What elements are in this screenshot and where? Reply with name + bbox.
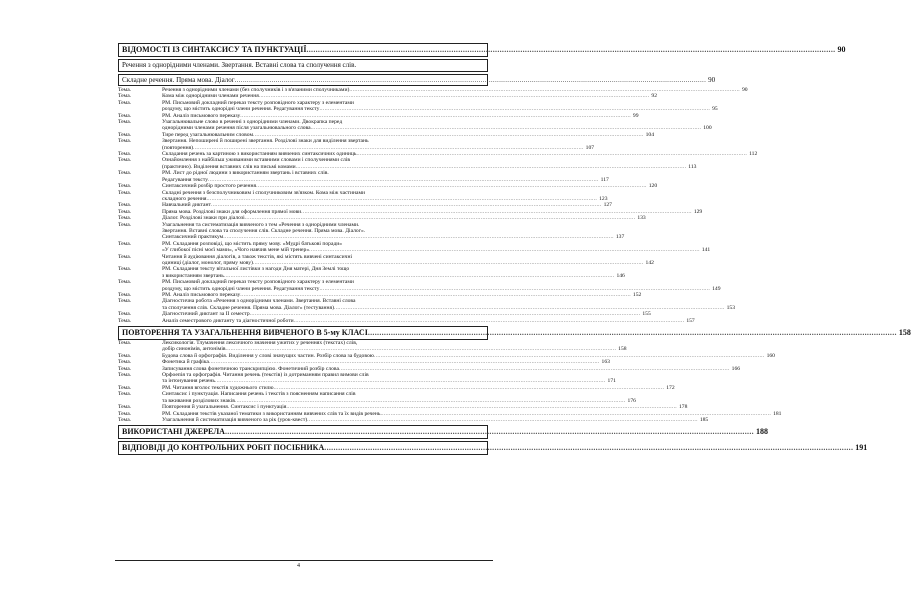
entry-label: Тема.: [118, 170, 132, 177]
entry-page: 127: [603, 202, 612, 209]
leader-dots: [309, 247, 700, 253]
entry-page: 123: [599, 195, 608, 202]
entry-page: 107: [585, 144, 595, 151]
entry-title: Ознайомлення з найбільш уживаними вставними словами і сполученнями слів: [162, 157, 350, 164]
entry-page: 166: [731, 365, 741, 372]
entry-title: Звертання. Вставні слова та сполучення слів. Складне речення. Пряма мова. Діалог».: [162, 227, 366, 234]
entry-title: Кома між однорідними членами речення: [162, 93, 259, 100]
leader-dots: [307, 417, 698, 423]
entry-label: Тема.: [118, 359, 132, 366]
leader-dots: [296, 164, 687, 170]
entry-title: Складання речень за картиною з використанням вивчених синтаксичних одиниць: [162, 151, 357, 158]
entry-label: Тема.: [118, 99, 132, 106]
entry-title: Редагування тексту: [162, 176, 209, 183]
entry-title: Складні речення з безсполучниковим і сполучниковим зв'язком. Кома між частинами: [162, 189, 365, 196]
entry-title: та сполучення слів. Складне речення. Пряма мова. Діалог» (тестування): [162, 304, 334, 311]
entry-title: РМ. Аналіз письмового переказу: [162, 112, 241, 119]
entry-label: Тема.: [118, 240, 132, 247]
entry-title: Повторення й узагальнення. Синтаксис і пунктуація: [162, 404, 287, 411]
entry-page: 95: [712, 106, 718, 113]
entry-label: Тема.: [118, 189, 132, 196]
entry-title: Аналіз семестрового диктанту та діагностичної роботи: [162, 317, 294, 324]
section-page: 188: [755, 427, 768, 437]
entry-label: Тема.: [118, 215, 132, 222]
entry-title: Діагностична робота «Речення з однорідними членами. Звертання. Вставні слова: [162, 298, 356, 305]
subsection-title: Складне речення. Пряма мова. Діалог: [122, 75, 235, 84]
entry-title: Тире перед узагальнювальним словом: [162, 131, 253, 138]
page-number: 4: [297, 563, 300, 569]
entry-label: Тема.: [118, 292, 132, 298]
table-of-contents: [118, 41, 911, 455]
entry-page: 158: [618, 346, 627, 353]
section-page: 90: [837, 45, 846, 54]
entry-label: Тема.: [118, 151, 132, 158]
entry-title: Узагальнення та систематизація вивченого з тем «Речення з однорідними членами.: [162, 221, 360, 228]
subsection-box: [118, 59, 488, 72]
entry-title: Діагностичний диктант за II семестр: [162, 311, 250, 318]
entry-title: роздуму, що містить однорідні члени речення. Редагування тексту: [162, 285, 320, 292]
entry-page: 171: [607, 378, 616, 385]
entry-title: Читання й аудіювання діалогів, а також текстів, які містять вивчені синтаксичні: [162, 253, 353, 260]
entry-label: Тема.: [118, 340, 132, 347]
entry-label: Тема.: [118, 87, 132, 93]
entry-label: Тема.: [118, 131, 132, 138]
entry-label: Тема.: [118, 317, 132, 324]
section-title: ВІДПОВІДІ ДО КОНТРОЛЬНИХ РОБІТ ПОСІБНИКА: [122, 443, 325, 453]
entry-label: Тема.: [118, 208, 132, 215]
entry-title: Записування слова фонетичною транскрипцією. Фонетичний розбір слова: [162, 365, 339, 372]
toc-entry[interactable]: [118, 416, 709, 423]
toc-entry[interactable]: [118, 317, 695, 324]
section2-entries: [118, 340, 782, 423]
entry-title: добір синонімів, антонімів: [162, 346, 226, 353]
entry-page: 142: [645, 259, 654, 266]
entry-title: Синтаксис і пунктуація. Написання речень і текстів з поясненням написання слів: [162, 391, 356, 398]
leader-dots: [294, 318, 685, 324]
section-heading[interactable]: [122, 427, 768, 437]
entry-page: 152: [632, 292, 642, 298]
section-review-box: [118, 326, 911, 340]
subsection-heading[interactable]: [122, 75, 716, 85]
entry-label: Тема.: [118, 202, 132, 209]
entry-page: 172: [666, 384, 675, 391]
entry-page: 153: [726, 304, 735, 311]
section-heading[interactable]: [122, 443, 868, 453]
entry-label: Тема.: [118, 384, 132, 391]
subsection-page: 90: [708, 75, 716, 84]
section1-entries: [118, 87, 758, 324]
entry-label: Тема.: [118, 391, 132, 398]
entry-page: 160: [766, 352, 775, 359]
entry-label: Тема.: [118, 183, 132, 190]
entry-title: Синтаксичний розбір простого речення: [162, 183, 257, 190]
section-answers-box: [118, 441, 868, 455]
entry-page: 112: [749, 151, 758, 158]
entry-page: 129: [693, 208, 703, 215]
entry-page: 155: [642, 311, 651, 318]
entry-page: 120: [648, 183, 658, 190]
entry-label: Тема.: [118, 157, 132, 164]
entry-title: РМ. Складання розповіді, що містить пряму мову. «Мудрі батькові поради»: [162, 240, 343, 247]
entry-page: 99: [632, 112, 639, 119]
entry-title: РМ. Лист до рідної людини з використанням звертань і вставних слів.: [162, 170, 329, 177]
entry-page: 137: [615, 234, 625, 241]
entry-page: 141: [701, 247, 711, 254]
leader-dots: [235, 76, 707, 85]
entry-label: Тема.: [118, 416, 132, 423]
entry-title: РМ. Читання вголос текстів художнього стилю: [162, 384, 274, 391]
entry-label: Тема.: [118, 221, 132, 228]
entry-title: та вживання розділових знаків: [162, 397, 235, 404]
entry-page: 176: [627, 397, 636, 404]
entry-label: Тема.: [118, 279, 132, 286]
entry-title: роздуму, що містить однорідні члени речення. Редагування тексту: [162, 106, 320, 113]
footer-rule: [115, 560, 493, 561]
subsection-box-2: [118, 74, 716, 87]
entry-title: Орфоепія та орфографія. Читання речень (текстів) із дотриманням правил вимови слів: [162, 372, 369, 379]
entry-title: «У глибокої пісні моєї мами», «Чого навчив мене мій тренер»: [162, 247, 310, 254]
entry-title: (практично). Виділення вставних слів на письмі комами: [162, 163, 296, 170]
entry-title: Пряма мова. Розділові знаки для оформлення прямої мови: [162, 208, 302, 215]
entry-page: 149: [712, 285, 721, 292]
entry-page: 178: [679, 404, 688, 411]
entry-label: Тема.: [118, 410, 132, 417]
entry-label: Тема.: [118, 311, 132, 318]
section-title: ВИКОРИСТАНІ ДЖЕРЕЛА: [122, 427, 225, 437]
entry-title: Узагальнення й систематизація вивченого за рік (урок-квест): [162, 416, 308, 423]
entry-title: (повторення): [162, 144, 194, 151]
entry-label: Тема.: [118, 93, 132, 100]
entry-title: Узагальнювальне слово в реченні з однорідними членами. Двокрапка перед: [162, 119, 343, 126]
entry-label: Тема.: [118, 298, 132, 305]
section-heading[interactable]: [122, 45, 846, 55]
entry-title: Навчальний диктант: [162, 202, 211, 209]
entry-title: Діалог. Розділові знаки при діалозі: [162, 215, 245, 222]
entry-title: одиниці (діалог, монолог, пряму мову): [162, 259, 253, 266]
entry-label: Тема.: [118, 138, 132, 145]
entry-page: 185: [699, 416, 709, 423]
entry-title: Речення з однорідними членами (без сполучників і з в'язаними сполучниками): [162, 87, 350, 93]
subsection-subtitle: Речення з однорідними членами. Звертання. Вставні слова та сполучення слів.: [122, 61, 357, 69]
leader-dots: [356, 151, 747, 157]
entry-label: Тема.: [118, 112, 132, 119]
entry-title: Будова слова й орфографія. Виділення у слові значущих частин. Розбір слова за будовою: [162, 352, 374, 359]
entry-title: РМ. Письмовий докладний переказ тексту розповідного характеру з елементами: [162, 279, 354, 286]
entry-label: Тема.: [118, 404, 132, 411]
leader-dots: [306, 45, 835, 55]
section-title: ВІДОМОСТІ ІЗ СИНТАКСИСУ ТА ПУНКТУАЦІЇ: [122, 45, 307, 54]
entry-label: Тема.: [118, 253, 132, 260]
section-heading[interactable]: [122, 328, 911, 338]
entry-page: 90: [741, 87, 748, 93]
entry-title: та інтонування речень: [162, 378, 215, 385]
entry-page: 92: [651, 93, 657, 100]
entry-title: РМ. Складання текстів указаної тематики з використанням вивчених слів та їх видів речень: [162, 410, 381, 417]
section-page: 191: [855, 443, 868, 453]
entry-title: Синтаксичний практикум: [162, 234, 224, 241]
entry-page: 133: [637, 215, 646, 222]
entry-title: РМ. Складання тексту вітальної листівки з нагоди Дня матері, Дня Землі тощо: [162, 266, 350, 273]
entry-page: 157: [686, 317, 695, 324]
section-page: 158: [898, 328, 911, 338]
entry-title: РМ. Аналіз письмового переказу: [162, 292, 241, 298]
entry-title: складного речення: [162, 195, 207, 202]
entry-title: Фонетика й графіка: [162, 359, 209, 366]
entry-title: однорідними членами речення після узагальнювального слова: [162, 125, 311, 132]
entry-page: 146: [616, 272, 625, 279]
entry-title: Лексикологія. Тлумачення лексичного значення ужитих у реченнях (текстах) слів,: [162, 340, 358, 347]
entry-label: Тема.: [118, 266, 132, 273]
entry-title: з використанням звертань: [162, 272, 224, 279]
leader-dots: [368, 328, 897, 338]
entry-label: Тема.: [118, 119, 132, 126]
entry-title: РМ. Письмовий докладний переказ тексту розповідного характеру з елементами: [162, 99, 354, 106]
entry-page: 104: [645, 131, 655, 138]
leader-dots: [225, 427, 754, 437]
section-syntax-box: [118, 43, 846, 57]
entry-title: Звертання. Непоширені й поширені звертання. Розділові знаки для виділення звертань: [162, 138, 369, 145]
entry-page: 113: [688, 163, 697, 170]
entry-page: 117: [600, 176, 609, 183]
entry-page: 100: [703, 125, 712, 132]
leader-dots: [339, 366, 730, 372]
entry-label: Тема.: [118, 365, 132, 372]
leader-dots: [324, 443, 853, 453]
entry-label: Тема.: [118, 372, 132, 379]
entry-page: 163: [601, 359, 610, 366]
entry-page: 181: [773, 410, 782, 417]
section-sources-box: [118, 425, 768, 439]
section-title: ПОВТОРЕННЯ ТА УЗАГАЛЬНЕННЯ ВИВЧЕНОГО В 5-му КЛАСІ: [122, 328, 368, 338]
entry-label: Тема.: [118, 352, 132, 359]
